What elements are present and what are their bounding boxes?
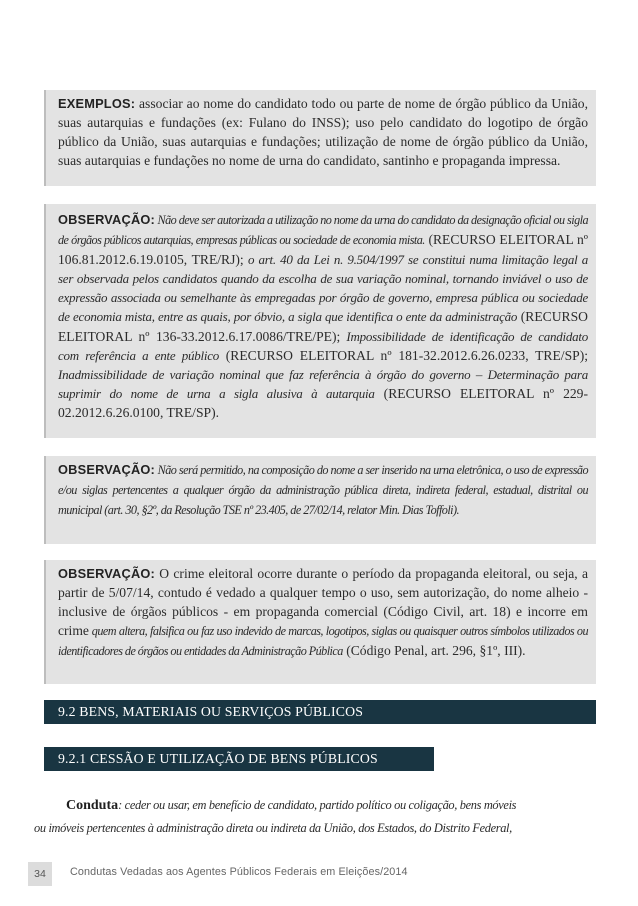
observacao-3-italic: quem altera, falsifica ou faz uso indevido de marcas, logotipos, siglas ou quaisquer outros símbolos utilizados ou identificadores de órgãos ou entidades da Administração Pública bbox=[58, 624, 588, 659]
observacao-1-text-1: Não deve ser autorizada a utilização no nome da urna do candidato da designação oficial ou sigla de órgãos públicos autarquias, empresas públicas ou sociedade de economia mista. bbox=[58, 213, 588, 248]
observacao-1-heading: OBSERVAÇÃO: bbox=[58, 212, 156, 227]
section-heading: 9.2 BENS, MATERIAIS OU SERVIÇOS PÚBLICOS bbox=[58, 704, 364, 719]
footer-title: Condutas Vedadas aos Agentes Públicos Federais em Eleições/2014 bbox=[70, 866, 408, 878]
observacao-1-paragraph bbox=[58, 210, 588, 422]
observacao-2-text: Não será permitido, na composição do nome a ser inserido na urna eletrônica, o uso de expressão e/ou siglas pertencentes a qualquer órgão da administração pública direta, indireta federal, estadual, distrital ou municipal (art. 30, §2º, da Resolução TSE nº 23.405, de 27/02/14, relator Min. Dias Toffoli). bbox=[58, 463, 588, 518]
observacao-box-1 bbox=[44, 204, 596, 438]
section-heading-bar bbox=[44, 700, 596, 724]
observacao-2-paragraph bbox=[58, 460, 588, 520]
observacao-1-text-3: Impossibilidade de identificação de candidato com referência a ente público bbox=[58, 328, 588, 363]
observacao-box-2 bbox=[44, 456, 596, 544]
page-footer bbox=[28, 862, 598, 886]
exemplos-heading: EXEMPLOS: bbox=[58, 96, 136, 111]
observacao-3-heading: OBSERVAÇÃO: bbox=[58, 566, 156, 581]
observacao-1-text-2: o art. 40 da Lei n. 9.504/1997 se constitui numa limitação legal a ser observada pelos candidatos quando da escolha de sua variação nominal, tornando inviável o uso de expressão associada ou semelhante às empregadas por órgão de governo, empresa pública ou sociedade de economia mista, entre as quais, por óbvio, a sigla que identifica o ente da administração bbox=[58, 252, 588, 325]
subsection-heading: 9.2.1 CESSÃO E UTILIZAÇÃO DE BENS PÚBLICOS bbox=[58, 751, 378, 766]
conduta-line-1 bbox=[34, 794, 600, 817]
conduta-paragraph bbox=[34, 794, 600, 839]
observacao-3-paragraph bbox=[58, 564, 588, 661]
conduta-colon: : bbox=[118, 798, 125, 812]
observacao-1-ref-3: (RECURSO ELEITORAL nº 181-32.2012.6.26.0233, TRE/SP); bbox=[219, 347, 588, 363]
observacao-3-text-2: (Código Penal, art. 296, §1º, III). bbox=[342, 643, 526, 659]
observacao-1-ref-1: (RECURSO ELEITORAL nº 106.81.2012.6.19.0105, TRE/RJ); bbox=[58, 232, 588, 268]
observacao-box-3 bbox=[44, 560, 596, 684]
page-number: 34 bbox=[28, 862, 52, 886]
exemplos-text: associar ao nome do candidato todo ou parte de nome de órgão público da União, suas autarquias e fundações (ex: Fulano do INSS); uso pelo candidato do logotipo de órgão público da União, suas autarquias e fundações; utilização de nome de órgão público da União, suas autarquias e fundações no nome de urna do candidato, santinho e propaganda impressa. bbox=[58, 96, 588, 169]
conduta-text-2: ou imóveis pertencentes à administração direta ou indireta da União, dos Estados, do Distrito Federal, bbox=[34, 821, 512, 835]
observacao-1-text-4: Inadmissibilidade de variação nominal que faz referência à órgão do governo – Determinação para suprimir do nome de urna a sigla alusiva à autarquia bbox=[58, 366, 588, 401]
observacao-1-ref-2: (RECURSO ELEITORAL nº 136-33.2012.6.17.0086/TRE/PE); bbox=[58, 309, 589, 344]
exemplos-paragraph bbox=[58, 94, 588, 170]
subsection-heading-bar bbox=[44, 747, 434, 771]
observacao-3-text-1: O crime eleitoral ocorre durante o período da propaganda eleitoral, ou seja, a partir de 5/07/14, contudo é vedado a qualquer tempo o uso, sem autorização, do nome alheio - inclusive de órgãos públicos - em propaganda comercial (Código Civil, art. 18) e incorre em crime bbox=[58, 566, 588, 639]
exemplos-box bbox=[44, 90, 596, 186]
observacao-2-heading: OBSERVAÇÃO: bbox=[58, 462, 156, 477]
conduta-label: Conduta bbox=[66, 798, 119, 813]
observacao-1-ref-4: (RECURSO ELEITORAL nº 229-02.2012.6.26.0100, TRE/SP). bbox=[58, 385, 588, 420]
conduta-text-1: ceder ou usar, em benefício de candidato, partido político ou coligação, bens móveis bbox=[124, 798, 517, 812]
